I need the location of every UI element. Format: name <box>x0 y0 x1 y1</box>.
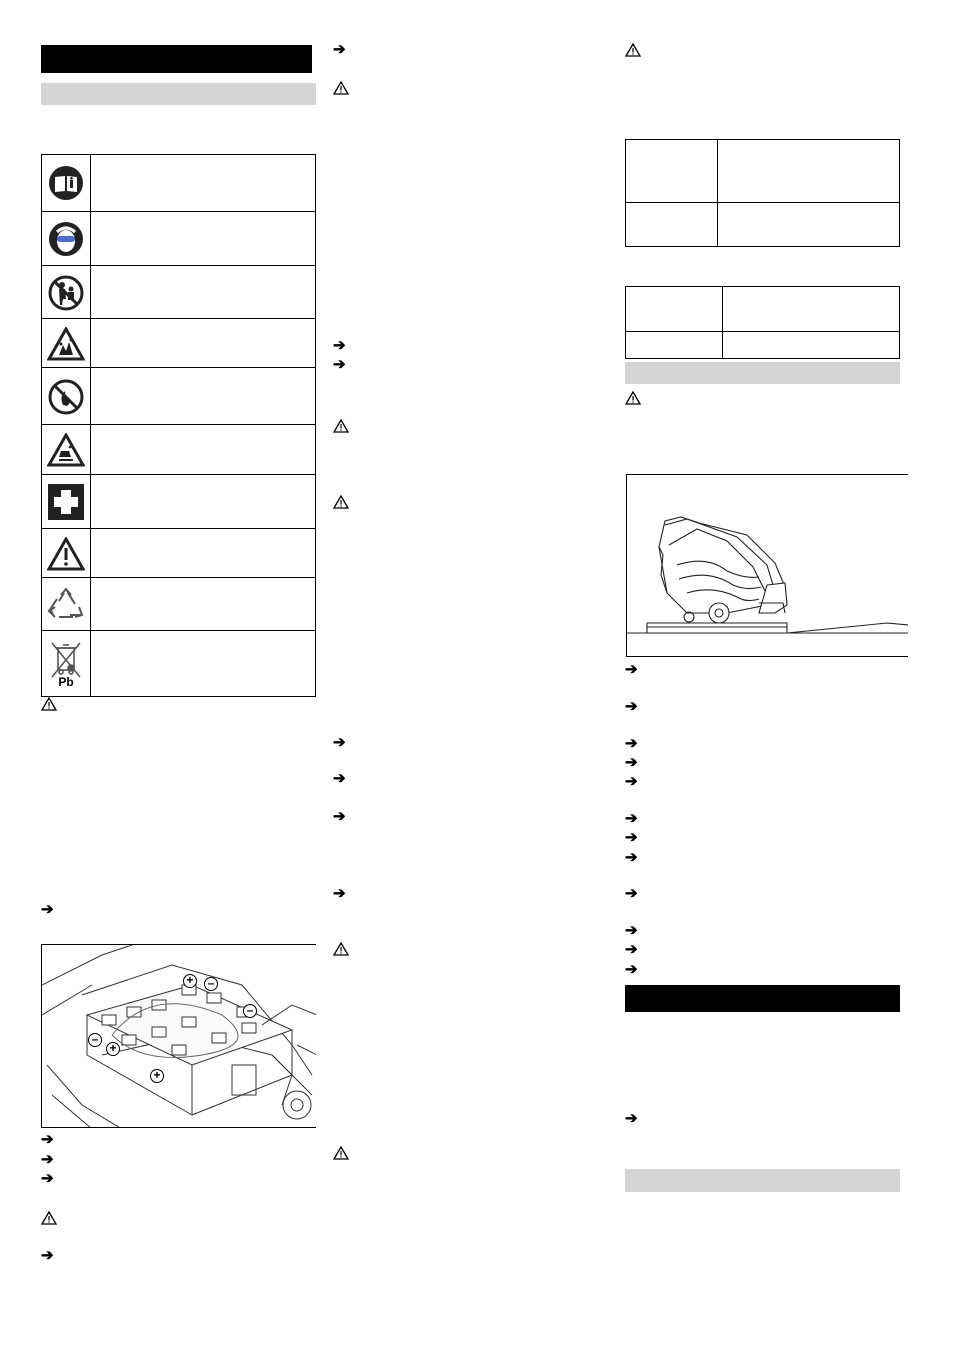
subsection-header-bar <box>625 1169 900 1192</box>
arrow-icon: ➔ <box>41 901 54 918</box>
arrow-icon: ➔ <box>625 773 638 790</box>
warning-icon <box>625 43 641 57</box>
terminal-positive-label: + <box>183 974 197 988</box>
warning-icon <box>42 529 91 578</box>
terminal-negative-label: – <box>204 977 218 991</box>
symbol-row <box>42 211 315 266</box>
charger-spec-table <box>625 286 900 359</box>
symbol-row <box>42 265 315 319</box>
battery-spec-table <box>625 139 900 247</box>
arrow-icon: ➔ <box>625 735 638 752</box>
machine-unloading-figure <box>626 474 908 657</box>
subsection-header-bar <box>41 83 316 105</box>
recycle-icon <box>42 578 91 631</box>
symbol-row <box>42 155 315 211</box>
symbol-row <box>42 577 315 631</box>
warning-icon <box>333 942 349 956</box>
battery-figure <box>41 944 316 1128</box>
lead-label: Pb <box>58 675 74 689</box>
arrow-icon: ➔ <box>41 1170 54 1187</box>
arrow-icon: ➔ <box>333 337 346 354</box>
arrow-icon: ➔ <box>41 1131 54 1148</box>
symbol-row <box>42 367 315 425</box>
arrow-icon: ➔ <box>625 922 638 939</box>
arrow-icon: ➔ <box>625 941 638 958</box>
eye-protection-icon <box>42 212 91 266</box>
arrow-icon: ➔ <box>41 1151 54 1168</box>
warning-icon <box>41 1211 57 1225</box>
arrow-icon: ➔ <box>625 885 638 902</box>
arrow-icon: ➔ <box>625 810 638 827</box>
arrow-icon: ➔ <box>333 808 346 825</box>
arrow-icon: ➔ <box>625 1110 638 1127</box>
keep-children-away-icon <box>42 266 91 319</box>
arrow-icon: ➔ <box>625 661 638 678</box>
warning-icon <box>625 391 641 405</box>
section-header-bar <box>41 45 312 73</box>
warning-icon <box>333 81 349 95</box>
first-aid-icon <box>42 475 91 529</box>
arrow-icon: ➔ <box>625 961 638 978</box>
warning-icon <box>333 419 349 433</box>
symbol-row <box>42 318 315 368</box>
symbol-row <box>42 528 315 578</box>
safety-symbols-table <box>41 154 316 697</box>
symbol-row <box>42 630 315 697</box>
arrow-icon: ➔ <box>625 829 638 846</box>
no-fire-icon <box>42 368 91 425</box>
arrow-icon: ➔ <box>333 885 346 902</box>
arrow-icon: ➔ <box>625 849 638 866</box>
arrow-icon: ➔ <box>333 356 346 373</box>
terminal-positive-label: + <box>106 1042 120 1056</box>
terminal-positive-label: + <box>150 1069 164 1083</box>
terminal-negative-label: – <box>243 1004 257 1018</box>
no-bin-disposal-icon <box>42 631 91 697</box>
arrow-icon: ➔ <box>333 734 346 751</box>
read-manual-icon <box>42 155 91 211</box>
arrow-icon: ➔ <box>333 41 346 58</box>
acid-burn-icon <box>42 425 91 475</box>
section-header-bar <box>625 985 900 1012</box>
warning-icon <box>333 495 349 509</box>
symbol-row <box>42 474 315 529</box>
explosion-hazard-icon <box>42 319 91 368</box>
symbol-row <box>42 424 315 475</box>
terminal-negative-label: – <box>88 1033 102 1047</box>
arrow-icon: ➔ <box>625 698 638 715</box>
warning-icon <box>41 697 57 711</box>
arrow-icon: ➔ <box>333 770 346 787</box>
warning-icon <box>333 1146 349 1160</box>
arrow-icon: ➔ <box>41 1247 54 1264</box>
arrow-icon: ➔ <box>625 754 638 771</box>
subsection-header-bar <box>625 362 900 384</box>
